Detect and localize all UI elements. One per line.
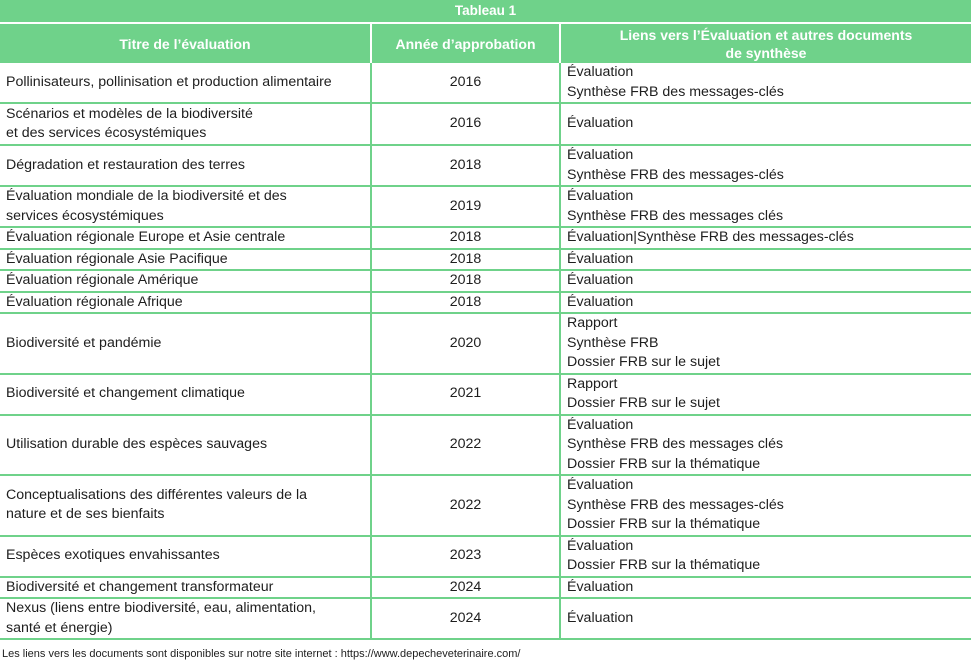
table-row <box>0 374 971 415</box>
document-link[interactable]: Évaluation <box>567 477 634 493</box>
document-link[interactable]: Évaluation <box>567 293 634 310</box>
cell-year: 2018 <box>371 249 560 271</box>
document-link[interactable]: Dossier FRB sur la thématique <box>567 516 761 532</box>
cell-title: Utilisation durable des espèces sauvages <box>0 415 371 476</box>
document-link[interactable]: Synthèse FRB des messages clés <box>567 436 784 452</box>
table-row <box>0 103 971 145</box>
table-row <box>0 536 971 577</box>
table-row <box>0 186 971 227</box>
cell-title: Pollinisateurs, pollinisation et production alimentaire <box>0 63 371 103</box>
header-links-line-1: Liens vers l’Évaluation et autres documents <box>619 26 913 43</box>
cell-links <box>560 227 971 249</box>
document-link[interactable]: Évaluation <box>567 115 634 132</box>
document-link[interactable]: Évaluation <box>567 272 634 288</box>
cell-year: 2016 <box>371 63 560 103</box>
cell-title: Évaluation régionale Afrique <box>0 292 371 314</box>
cell-year: 2018 <box>371 145 560 186</box>
document-link[interactable]: Évaluation <box>567 416 634 433</box>
document-link[interactable]: Évaluation <box>567 609 634 626</box>
header-links <box>560 23 971 63</box>
cell-links <box>560 475 971 536</box>
table-row <box>0 63 971 103</box>
cell-links <box>560 577 971 599</box>
cell-year: 2021 <box>371 374 560 415</box>
cell-year: 2024 <box>371 577 560 599</box>
cell-year: 2022 <box>371 415 560 476</box>
cell-title <box>0 186 371 227</box>
table-row <box>0 270 971 292</box>
table-row <box>0 598 971 639</box>
cell-links <box>560 63 971 103</box>
document-link[interactable]: Dossier FRB sur la thématique <box>567 455 761 472</box>
document-link[interactable]: Évaluation <box>567 188 634 204</box>
table-row <box>0 475 971 536</box>
cell-links <box>560 536 971 577</box>
table-row <box>0 415 971 476</box>
header-title: Titre de l’évaluation <box>0 23 371 63</box>
cell-title-line: services écosystémiques <box>6 207 164 224</box>
cell-year: 2023 <box>371 536 560 577</box>
table-row <box>0 227 971 249</box>
cell-title: Espèces exotiques envahissantes <box>0 536 371 577</box>
cell-title: Biodiversité et pandémie <box>0 313 371 374</box>
footer-note: Les liens vers les documents sont disponibles sur notre site internet : https://www.depecheveterinaire.com/ <box>2 648 521 660</box>
cell-links <box>560 186 971 227</box>
cell-title: Évaluation régionale Amérique <box>0 270 371 292</box>
cell-links <box>560 313 971 374</box>
cell-links <box>560 292 971 314</box>
cell-title-line: santé et énergie) <box>6 619 113 636</box>
cell-links <box>560 145 971 186</box>
table-row <box>0 577 971 599</box>
table-body <box>0 63 971 639</box>
cell-title-line: et des services écosystémiques <box>6 125 207 141</box>
cell-links <box>560 598 971 639</box>
document-link[interactable]: Évaluation <box>567 250 634 267</box>
document-link[interactable]: Rapport <box>567 315 618 331</box>
header-links-line-2: de synthèse <box>725 44 807 61</box>
document-link[interactable]: Évaluation|Synthèse FRB des messages-clés <box>567 229 854 245</box>
document-link[interactable]: Synthèse FRB des messages-clés <box>567 166 784 183</box>
cell-title: Biodiversité et changement transformateur <box>0 577 371 599</box>
cell-links <box>560 270 971 292</box>
cell-title: Biodiversité et changement climatique <box>0 374 371 415</box>
document-link[interactable]: Évaluation <box>567 64 634 80</box>
table-row <box>0 145 971 186</box>
document-link[interactable]: Synthèse FRB des messages-clés <box>567 83 784 100</box>
document-link[interactable]: Synthèse FRB des messages clés <box>567 207 784 224</box>
cell-year: 2019 <box>371 186 560 227</box>
table-row <box>0 249 971 271</box>
cell-links <box>560 374 971 415</box>
header-row <box>0 23 971 63</box>
cell-title <box>0 103 371 145</box>
document-link[interactable]: Évaluation <box>567 147 634 163</box>
cell-links <box>560 249 971 271</box>
cell-title-line: Scénarios et modèles de la biodiversité <box>6 105 253 122</box>
document-link[interactable]: Dossier FRB sur le sujet <box>567 395 720 411</box>
cell-year: 2018 <box>371 292 560 314</box>
cell-title: Évaluation régionale Asie Pacifique <box>0 249 371 271</box>
cell-title <box>0 598 371 639</box>
cell-year: 2018 <box>371 270 560 292</box>
document-link[interactable]: Dossier FRB sur la thématique <box>567 557 761 573</box>
document-link[interactable]: Dossier FRB sur le sujet <box>567 354 720 370</box>
cell-year: 2018 <box>371 227 560 249</box>
cell-links <box>560 415 971 476</box>
cell-year: 2024 <box>371 598 560 639</box>
document-link[interactable]: Synthèse FRB des messages-clés <box>567 496 784 513</box>
table-row <box>0 313 971 374</box>
cell-year: 2016 <box>371 103 560 145</box>
table-caption: Tableau 1 <box>0 0 971 23</box>
document-link[interactable]: Rapport <box>567 375 618 392</box>
cell-year: 2020 <box>371 313 560 374</box>
cell-title: Évaluation régionale Europe et Asie centrale <box>0 227 371 249</box>
cell-title <box>0 475 371 536</box>
table-row <box>0 292 971 314</box>
cell-title: Dégradation et restauration des terres <box>0 145 371 186</box>
header-year: Année d’approbation <box>371 23 560 63</box>
cell-title-line: Évaluation mondiale de la biodiversité et des <box>6 188 287 204</box>
cell-links <box>560 103 971 145</box>
document-link[interactable]: Évaluation <box>567 578 634 595</box>
cell-year: 2022 <box>371 475 560 536</box>
document-link[interactable]: Synthèse FRB <box>567 334 659 351</box>
cell-title-line: nature et de ses bienfaits <box>6 506 165 523</box>
cell-title-line: Conceptualisations des différentes valeurs de la <box>6 486 308 503</box>
document-link[interactable]: Évaluation <box>567 537 634 554</box>
cell-title-line: Nexus (liens entre biodiversité, eau, alimentation, <box>6 600 316 616</box>
